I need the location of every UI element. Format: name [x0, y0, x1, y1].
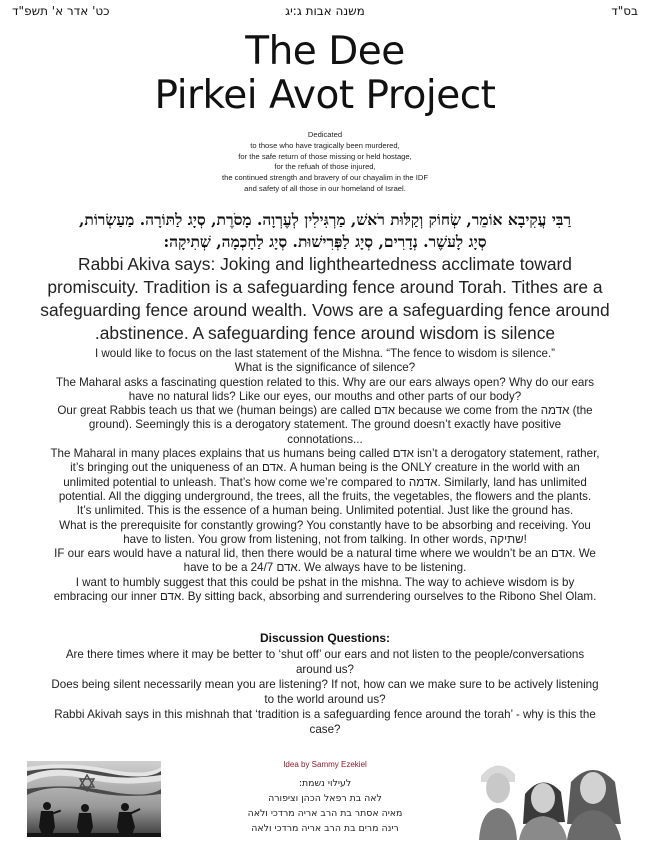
- commentary: [20, 347, 630, 604]
- discussion-line: to the world around us?: [264, 693, 386, 706]
- commentary-line: potential. All the digging underground, the trees, all the fruits, the vegetables, the flowers and the plants.: [58, 489, 592, 503]
- commentary-line: What is the significance of silence?: [234, 361, 416, 375]
- page-title-line-1: The Dee: [245, 29, 405, 74]
- mishna-english-line: promiscuity. Tradition is a safeguarding fence around Torah. Tithes are a: [47, 277, 603, 297]
- idea-credit: Idea by Sammy Ezekiel: [283, 760, 367, 769]
- mishna-reference: משנה אבות ג:יג: [285, 4, 365, 18]
- memorial-dedication: [200, 776, 450, 836]
- memorial-line: רינה מרים בת הרב אריה מרדכי ולאה: [251, 823, 399, 834]
- commentary-line: The Maharal in many places explains that us humans being called אדם isn’t a derogatory statement, rather,: [50, 447, 600, 461]
- memorial-line: מאיה אסתר בת הרב אריה מרדכי ולאה: [247, 808, 403, 819]
- mishna-hebrew-line: רַבִּי עֲקִיבָא אוֹמֵר, שְׂחוֹק וְקַלּוּת רֹאשׁ, מַרְגִּילִין לְעֶרְוָה. מָסֹרֶת, סְיָג לַתּוֹרָה. מַעַשְׂרוֹת,: [78, 210, 572, 229]
- dedication-line: for the refuah of those injured,: [274, 162, 376, 172]
- commentary-line: have no natural lids? Like our eyes, our mouths and other parts of our body?: [128, 389, 522, 403]
- dedication-line: the continued strength and bravery of our chayalim in the IDF: [222, 173, 428, 183]
- discussion-line: case?: [309, 723, 341, 736]
- commentary-line: IF our ears would have a natural lid, then there would be a natural time where we wouldn’t be an אדם. We: [54, 547, 596, 561]
- mishna-english-line: .abstinence. A safeguarding fence around wisdom is silence: [94, 323, 556, 343]
- memorial-line: לאה בת רפאל הכהן וציפורה: [268, 793, 382, 804]
- page-title-line-2: Pirkei Avot Project: [154, 73, 496, 118]
- commentary-line: connotations...: [287, 432, 363, 446]
- bsd-mark: בס"ד: [611, 4, 638, 18]
- commentary-line: Our great Rabbis teach us that we (human beings) are called אדם because we come from the אדמה (the: [57, 404, 593, 418]
- commentary-line: embracing our inner אדם. By sitting back, absorbing and surrendering ourselves to the Ribono Shel Olam.: [53, 590, 597, 604]
- commentary-line: I would like to focus on the last statement of the Mishna. “The fence to wisdom is silence.”: [94, 347, 556, 360]
- memorial-line: לעילוי נשמת:: [298, 778, 352, 789]
- dedication-line: and safety of all those in our homeland of Israel.: [244, 183, 406, 193]
- commentary-line: The Maharal asks a fascinating question related to this. Why are our ears always open? Why do our ears: [55, 375, 595, 389]
- discussion-line: around us?: [295, 663, 354, 676]
- commentary-line: What is the prerequisite for constantly growing? You constantly have to be absorbing and receiving. You: [59, 518, 591, 532]
- discussion-questions: [30, 647, 620, 737]
- mishna-hebrew: [28, 209, 622, 253]
- dedication-line: Dedicated: [307, 130, 343, 139]
- hebrew-date: כט' אדר א' תשפ"ד: [12, 4, 110, 18]
- commentary-line: unlimited potential to unleash. That’s how come we’re compared to אדמה. Similarly, land has unlimited: [63, 475, 587, 489]
- commentary-line: I want to humbly suggest that this could be pshat in the mishna. The way to achieve wisdom is by: [75, 575, 575, 589]
- commentary-line: have to be a 24/7 אדם. We always have to be listening.: [183, 561, 467, 575]
- mishna-hebrew-line: סְיָג לָעשֶׁר. נְדָרִים, סְיָג לַפְּרִישׁוּת. סְיָג לַחָכְמָה, שְׁתִיקָה:: [163, 232, 487, 251]
- mishna-english-line: Rabbi Akiva says: Joking and lightheartedness acclimate toward: [78, 254, 572, 274]
- discussion-line: Rabbi Akivah says in this mishnah that ‘tradition is a safeguarding fence around the torah’ - why is this the: [54, 708, 596, 721]
- mishna-english: [10, 253, 640, 345]
- dedication-line: to those who have tragically been murdered,: [250, 140, 400, 150]
- commentary-line: ground). Seemingly this is a derogatory statement. The ground doesn’t exactly have positive: [88, 418, 562, 432]
- commentary-line: have to listen. You grow from listening, not from talking. In other words, שתיקה!: [123, 532, 527, 546]
- commentary-line: It’s unlimited. This is the essence of a human being. Unlimited potential. Just like the ground has.: [76, 504, 574, 518]
- commentary-line: it’s bringing out the uniqueness of an אדם. A human being is the ONLY creature in the world with an: [70, 461, 580, 475]
- mishna-english-line: safeguarding fence around wealth. Vows are a safeguarding fence around: [40, 300, 610, 320]
- dedication-line: for the safe return of those missing or held hostage,: [238, 151, 412, 161]
- soldiers-flag-image: [27, 761, 161, 837]
- discussion-line: Does being silent necessarily mean you are listening? If not, how can we make sure to be actively listening: [51, 678, 599, 691]
- dedication: [0, 130, 650, 195]
- three-women-photo: [475, 752, 623, 840]
- discussion-title: Discussion Questions:: [259, 631, 391, 645]
- discussion-line: Are there times where it may be better to ‘shut off’ our ears and not listen to the people/conversations: [65, 648, 585, 661]
